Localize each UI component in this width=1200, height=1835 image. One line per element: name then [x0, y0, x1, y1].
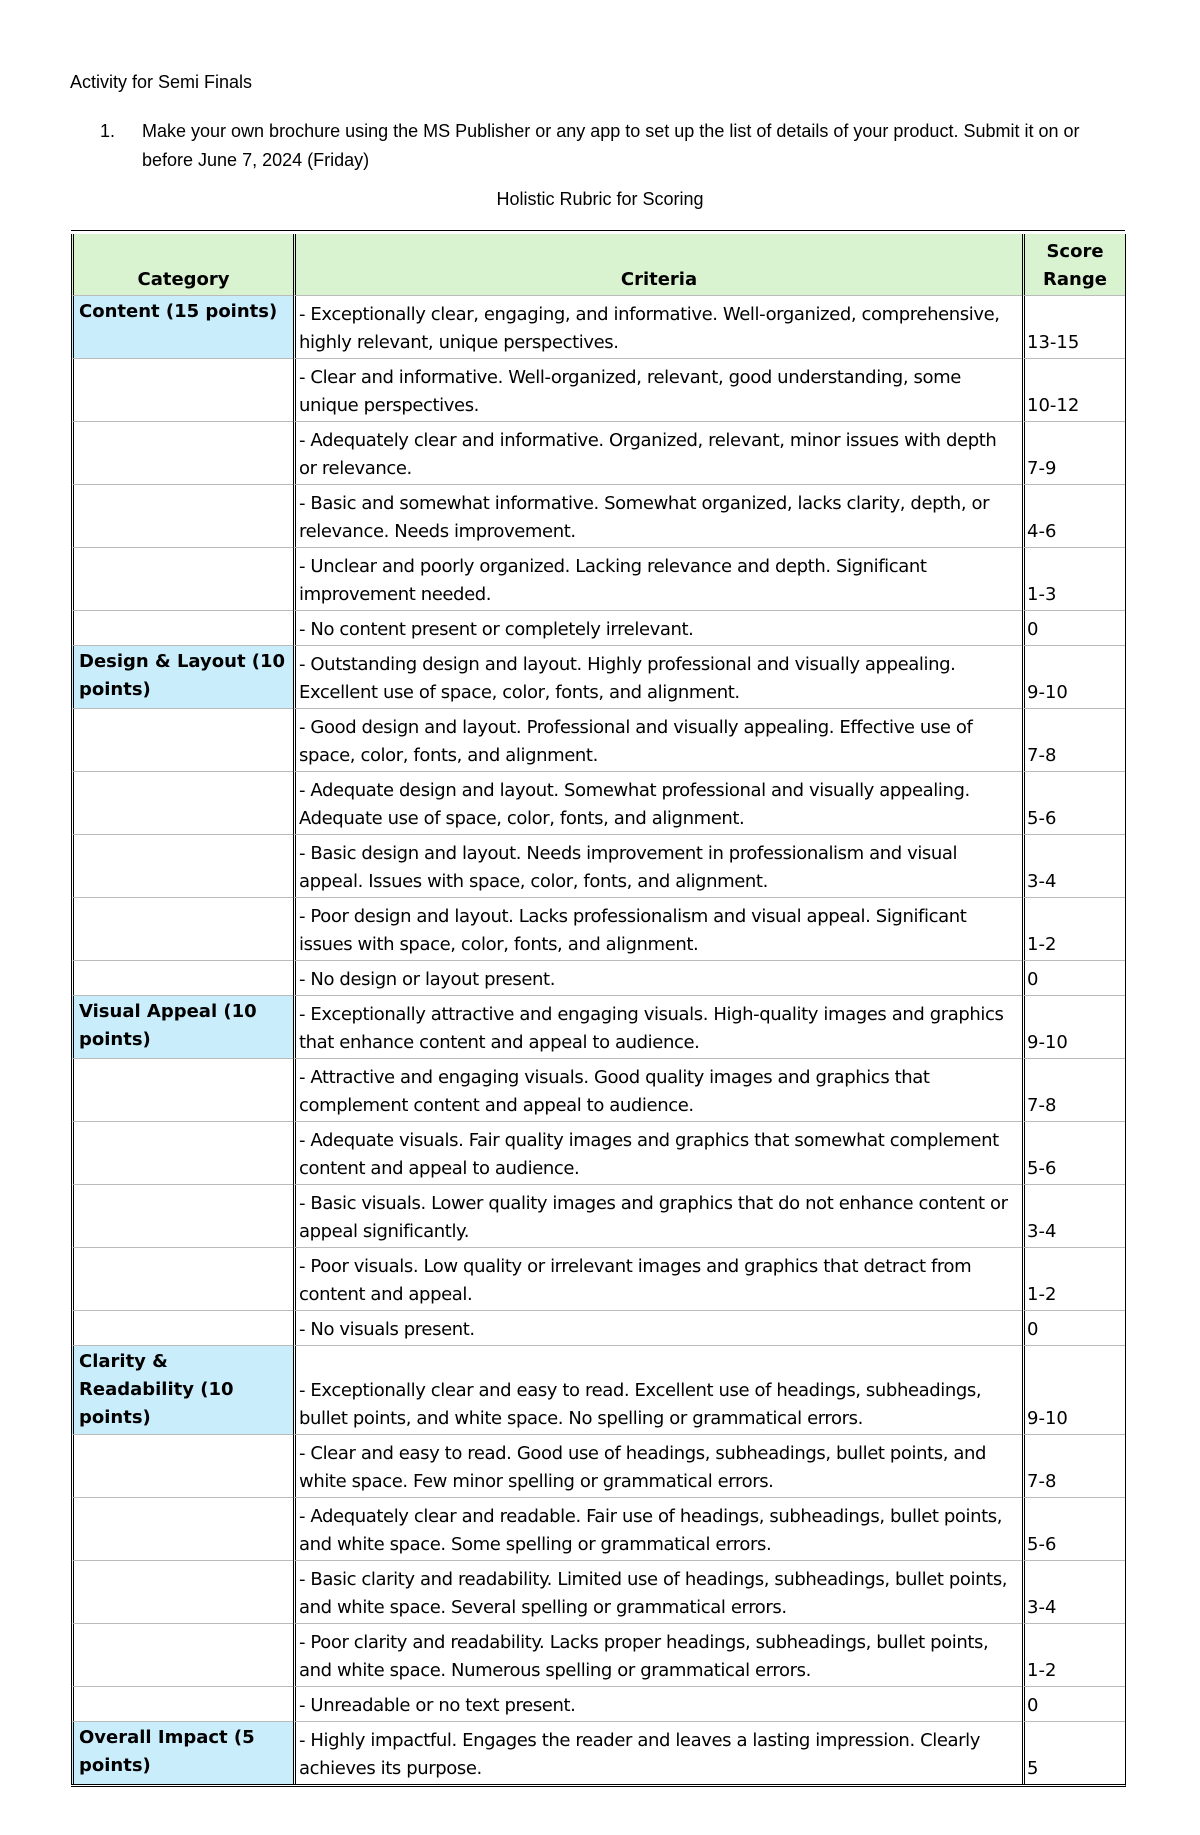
- header-score-range: Score Range: [1022, 234, 1125, 295]
- table-row: [71, 645, 1125, 708]
- task-text: Make your own brochure using the MS Publisher or any app to set up the list of details of your product. Submit it on or before June 7, 2024 (Friday): [142, 121, 1080, 170]
- category-cell: [71, 421, 293, 484]
- criteria-cell: - Poor design and layout. Lacks professionalism and visual appeal. Significant issues with space, color, fonts, and alignment.: [293, 897, 1022, 960]
- table-row: [71, 1121, 1125, 1184]
- score-cell: 7-8: [1022, 1058, 1125, 1121]
- criteria-cell: - No content present or completely irrelevant.: [293, 610, 1022, 645]
- table-row: [71, 421, 1125, 484]
- score-cell: 7-8: [1022, 708, 1125, 771]
- category-cell: [71, 610, 293, 645]
- score-cell: 1-2: [1022, 1623, 1125, 1686]
- score-cell: 5-6: [1022, 1497, 1125, 1560]
- criteria-cell: - Adequate design and layout. Somewhat professional and visually appealing. Adequate use of space, color, fonts, and alignment.: [293, 771, 1022, 834]
- table-row: [71, 1434, 1125, 1497]
- score-cell: 0: [1022, 1686, 1125, 1721]
- criteria-cell: - Basic clarity and readability. Limited use of headings, subheadings, bullet points, and white space. Several spelling or grammatical errors.: [293, 1560, 1022, 1623]
- criteria-cell: - Basic design and layout. Needs improvement in professionalism and visual appeal. Issues with space, color, fonts, and alignment.: [293, 834, 1022, 897]
- category-cell: Design & Layout (10 points): [71, 645, 293, 708]
- table-row: [71, 834, 1125, 897]
- table-row: [71, 1345, 1125, 1434]
- category-cell: Content (15 points): [71, 295, 293, 358]
- document-heading: Activity for Semi Finals: [70, 72, 253, 92]
- score-cell: 7-8: [1022, 1434, 1125, 1497]
- category-cell: Clarity & Readability (10 points): [71, 1345, 293, 1434]
- table-top-rule: [71, 230, 1125, 231]
- score-cell: 5-6: [1022, 771, 1125, 834]
- category-cell: Visual Appeal (10 points): [71, 995, 293, 1058]
- score-cell: 0: [1022, 1310, 1125, 1345]
- category-cell: [71, 1247, 293, 1310]
- table-row: [71, 1247, 1125, 1310]
- rubric-body: [71, 295, 1125, 1784]
- criteria-cell: - Clear and easy to read. Good use of headings, subheadings, bullet points, and white space. Few minor spelling or grammatical errors.: [293, 1434, 1022, 1497]
- criteria-cell: - Poor visuals. Low quality or irrelevant images and graphics that detract from content and appeal.: [293, 1247, 1022, 1310]
- header-criteria: Criteria: [293, 234, 1022, 295]
- category-cell: [71, 1434, 293, 1497]
- table-row: [71, 358, 1125, 421]
- table-row: [71, 547, 1125, 610]
- criteria-cell: - Basic visuals. Lower quality images and graphics that do not enhance content or appeal significantly.: [293, 1184, 1022, 1247]
- rubric-table: [71, 234, 1126, 1787]
- score-cell: 1-2: [1022, 1247, 1125, 1310]
- score-cell: 3-4: [1022, 1184, 1125, 1247]
- table-row: [71, 960, 1125, 995]
- criteria-cell: - Unreadable or no text present.: [293, 1686, 1022, 1721]
- category-cell: [71, 358, 293, 421]
- category-cell: [71, 834, 293, 897]
- table-row: [71, 1721, 1125, 1784]
- category-cell: [71, 897, 293, 960]
- table-row: [71, 995, 1125, 1058]
- score-cell: 1-2: [1022, 897, 1125, 960]
- table-row: [71, 1686, 1125, 1721]
- category-cell: [71, 1184, 293, 1247]
- table-row: [71, 708, 1125, 771]
- category-cell: [71, 484, 293, 547]
- category-cell: [71, 1310, 293, 1345]
- category-cell: [71, 708, 293, 771]
- criteria-cell: - Poor clarity and readability. Lacks proper headings, subheadings, bullet points, and white space. Numerous spelling or grammatical errors.: [293, 1623, 1022, 1686]
- table-row: [71, 1310, 1125, 1345]
- criteria-cell: - Exceptionally clear and easy to read. Excellent use of headings, subheadings, bullet points, and white space. No spelling or grammatical errors.: [293, 1345, 1022, 1434]
- category-cell: Overall Impact (5 points): [71, 1721, 293, 1784]
- criteria-cell: - Adequate visuals. Fair quality images and graphics that somewhat complement content and appeal to audience.: [293, 1121, 1022, 1184]
- category-cell: [71, 960, 293, 995]
- table-row: [71, 1560, 1125, 1623]
- table-row: [71, 771, 1125, 834]
- table-row: [71, 1058, 1125, 1121]
- score-cell: 0: [1022, 610, 1125, 645]
- score-cell: 4-6: [1022, 484, 1125, 547]
- criteria-cell: - Good design and layout. Professional and visually appealing. Effective use of space, color, fonts, and alignment.: [293, 708, 1022, 771]
- criteria-cell: - Exceptionally clear, engaging, and informative. Well-organized, comprehensive, highly relevant, unique perspectives.: [293, 295, 1022, 358]
- criteria-cell: - No visuals present.: [293, 1310, 1022, 1345]
- score-cell: 5-6: [1022, 1121, 1125, 1184]
- score-cell: 10-12: [1022, 358, 1125, 421]
- criteria-cell: - Attractive and engaging visuals. Good quality images and graphics that complement content and appeal to audience.: [293, 1058, 1022, 1121]
- score-cell: 1-3: [1022, 547, 1125, 610]
- table-row: [71, 1497, 1125, 1560]
- table-header-row: [71, 234, 1125, 295]
- category-cell: [71, 1497, 293, 1560]
- score-cell: 7-9: [1022, 421, 1125, 484]
- criteria-cell: - Outstanding design and layout. Highly professional and visually appealing. Excellent use of space, color, fonts, and alignment.: [293, 645, 1022, 708]
- score-cell: 9-10: [1022, 645, 1125, 708]
- category-cell: [71, 547, 293, 610]
- table-row: [71, 295, 1125, 358]
- score-cell: 3-4: [1022, 1560, 1125, 1623]
- table-row: [71, 897, 1125, 960]
- header-category: Category: [71, 234, 293, 295]
- table-row: [71, 1184, 1125, 1247]
- score-cell: 3-4: [1022, 834, 1125, 897]
- criteria-cell: - Adequately clear and informative. Organized, relevant, minor issues with depth or relevance.: [293, 421, 1022, 484]
- task-number: 1.: [100, 121, 116, 141]
- criteria-cell: - Unclear and poorly organized. Lacking relevance and depth. Significant improvement needed.: [293, 547, 1022, 610]
- criteria-cell: - Adequately clear and readable. Fair use of headings, subheadings, bullet points, and white space. Some spelling or grammatical errors.: [293, 1497, 1022, 1560]
- category-cell: [71, 1121, 293, 1184]
- score-cell: 9-10: [1022, 1345, 1125, 1434]
- score-cell: 0: [1022, 960, 1125, 995]
- category-cell: [71, 1623, 293, 1686]
- criteria-cell: - Exceptionally attractive and engaging visuals. High-quality images and graphics that enhance content and appeal to audience.: [293, 995, 1022, 1058]
- score-cell: 13-15: [1022, 295, 1125, 358]
- category-cell: [71, 771, 293, 834]
- table-row: [71, 1623, 1125, 1686]
- criteria-cell: - Clear and informative. Well-organized, relevant, good understanding, some unique perspectives.: [293, 358, 1022, 421]
- category-cell: [71, 1686, 293, 1721]
- table-row: [71, 484, 1125, 547]
- criteria-cell: - Basic and somewhat informative. Somewhat organized, lacks clarity, depth, or relevance. Needs improvement.: [293, 484, 1022, 547]
- criteria-cell: - No design or layout present.: [293, 960, 1022, 995]
- category-cell: [71, 1058, 293, 1121]
- category-cell: [71, 1560, 293, 1623]
- criteria-cell: - Highly impactful. Engages the reader and leaves a lasting impression. Clearly achieves its purpose.: [293, 1721, 1022, 1784]
- table-caption: Holistic Rubric for Scoring: [496, 189, 704, 209]
- score-cell: 5: [1022, 1721, 1125, 1784]
- score-cell: 9-10: [1022, 995, 1125, 1058]
- table-row: [71, 610, 1125, 645]
